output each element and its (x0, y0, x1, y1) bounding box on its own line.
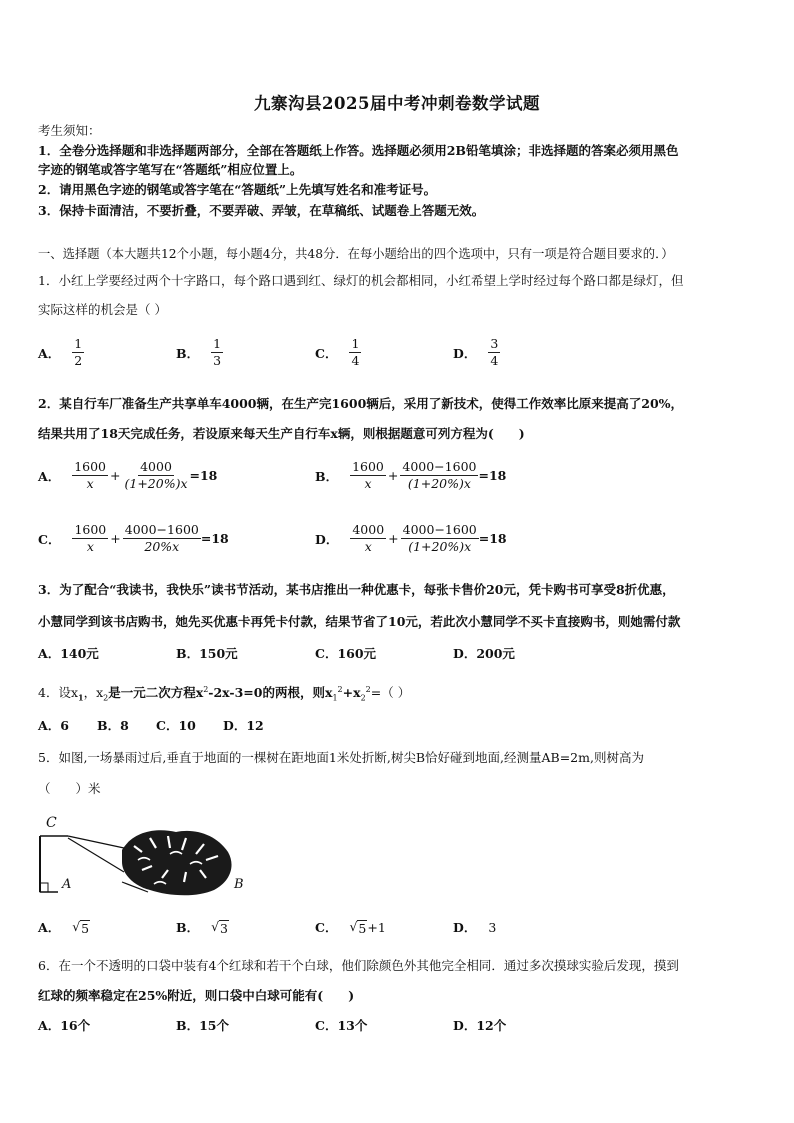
q3-option-d: D．200元 (453, 646, 515, 661)
q6-line-2: 红球的频率稳定在25%附近，则口袋中白球可能有( ) (38, 988, 355, 1003)
label-b: B (234, 877, 244, 892)
section-heading: 一、选择题（本大题共12个小题，每小题4分，共48分．在每小题给出的四个选项中，只有一项是符合题目要求的．） (38, 247, 674, 261)
sqrt-icon: √ (211, 918, 220, 934)
notice-heading: 考生须知： (38, 123, 101, 138)
q3-line-2: 小慧同学到该书店购书，她先买优惠卡再凭卡付款，结果节省了10元，若此次小慧同学不买卡直接购书，则她需付款 (38, 614, 681, 629)
q5-option-d: D． 3 (453, 919, 497, 935)
q3-option-b: B．150元 (176, 646, 238, 661)
q6-option-b: B．15个 (176, 1018, 229, 1033)
q5-line-2: （ ）米 (38, 781, 101, 796)
q6-option-c: C．13个 (315, 1018, 368, 1033)
q1-option-a: A． $\frac{1}{2}$ (38, 336, 83, 369)
q3-line-1: 3．为了配合“我读书，我快乐”读书节活动，某书店推出一种优惠卡，每张卡售价20元，凭卡购书可享受8折优惠， (38, 582, 675, 597)
q1-option-d: D． $\frac{3}{4}$ (453, 336, 499, 369)
notice-line-1: 1．全卷分选择题和非选择题两部分，全部在答题纸上作答。选择题必须用2B铅笔填涂；非选择题的答案必须用黑色 (38, 143, 679, 158)
q1-option-b: B． $\frac{1}{3}$ (176, 336, 222, 369)
q2-option-d: D． $\frac{4000}{x}$ + $\frac{4000-1600}{(1+20\%)x}$ =18 (315, 522, 507, 555)
q6-option-a: A．16个 (38, 1018, 91, 1033)
q2-line-2: 结果共用了18天完成任务，若设原来每天生产自行车x辆，则根据题意可列方程为( ) (38, 426, 525, 441)
label-a: A (62, 877, 72, 892)
q5-broken-tree-figure (38, 812, 258, 898)
notice-line-2: 字迹的钢笔或答字笔写在“答题纸”相应位置上。 (38, 162, 303, 177)
q1-line-1: 1．小红上学要经过两个十字路口，每个路口遇到红、绿灯的机会都相同，小红希望上学时经过每个路口都是绿灯，但 (38, 273, 684, 288)
q6-option-d: D．12个 (453, 1018, 507, 1033)
q2-option-c: C． $\frac{1600}{x}$ + $\frac{4000-1600}{20\%x}$ =18 (38, 522, 229, 555)
q2-line-1: 2．某自行车厂准备生产共享单车4000辆，在生产完1600辆后，采用了新技术，使得工作效率比原来提高了20%， (38, 396, 684, 411)
q5-line-1: 5．如图,一场暴雨过后,垂直于地面的一棵树在距地面1米处折断,树尖B恰好碰到地面,经测量AB=2m,则树高为 (38, 750, 644, 765)
q2-option-a: A． $\frac{1600}{x}$ + $\frac{4000}{(1+20\%)x}$ =18 (38, 459, 218, 492)
notice-line-3: 2．请用黑色字迹的钢笔或答字笔在“答题纸”上先填写姓名和准考证号。 (38, 182, 437, 197)
q5-option-b: B． √ 3 (176, 918, 228, 936)
q5-option-c: C． √ 5 +1 (315, 918, 386, 936)
label-c: C (46, 815, 57, 831)
q2-option-b: B． $\frac{1600}{x}$ + $\frac{4000-1600}{(1+20\%)x}$ =18 (315, 459, 507, 492)
page-title: 九寨沟县2025届中考冲刺卷数学试题 (254, 94, 540, 113)
q5-option-a: A． √ 5 (38, 918, 90, 936)
q1-option-c: C． $\frac{1}{4}$ (315, 336, 360, 369)
q3-option-a: A．140元 (38, 646, 99, 661)
q4-option-a: A．6 (38, 718, 69, 733)
sqrt-icon: √ (349, 918, 358, 934)
tree-crown-icon (122, 830, 232, 895)
q4-option-b: B．8 (97, 718, 129, 733)
q3-option-c: C．160元 (315, 646, 377, 661)
q4-option-d: D．12 (223, 718, 264, 733)
q6-line-1: 6．在一个不透明的口袋中装有4个红球和若干个白球，他们除颜色外其他完全相同．通过多次摸球实验后发现，摸到 (38, 958, 679, 973)
q4-option-c: C．10 (156, 718, 196, 733)
q1-line-2: 实际这样的机会是（ ） (38, 302, 167, 317)
sqrt-icon: √ (72, 918, 81, 934)
q4-stem: 4．设$x_1$，$x_2$是一元二次方程$x^2-2x-3=0$的两根，则$x_1^2+x_2^2=$（ ） (38, 685, 411, 703)
notice-line-4: 3．保持卡面清洁，不要折叠，不要弄破、弄皱，在草稿纸、试题卷上答题无效。 (38, 203, 485, 218)
